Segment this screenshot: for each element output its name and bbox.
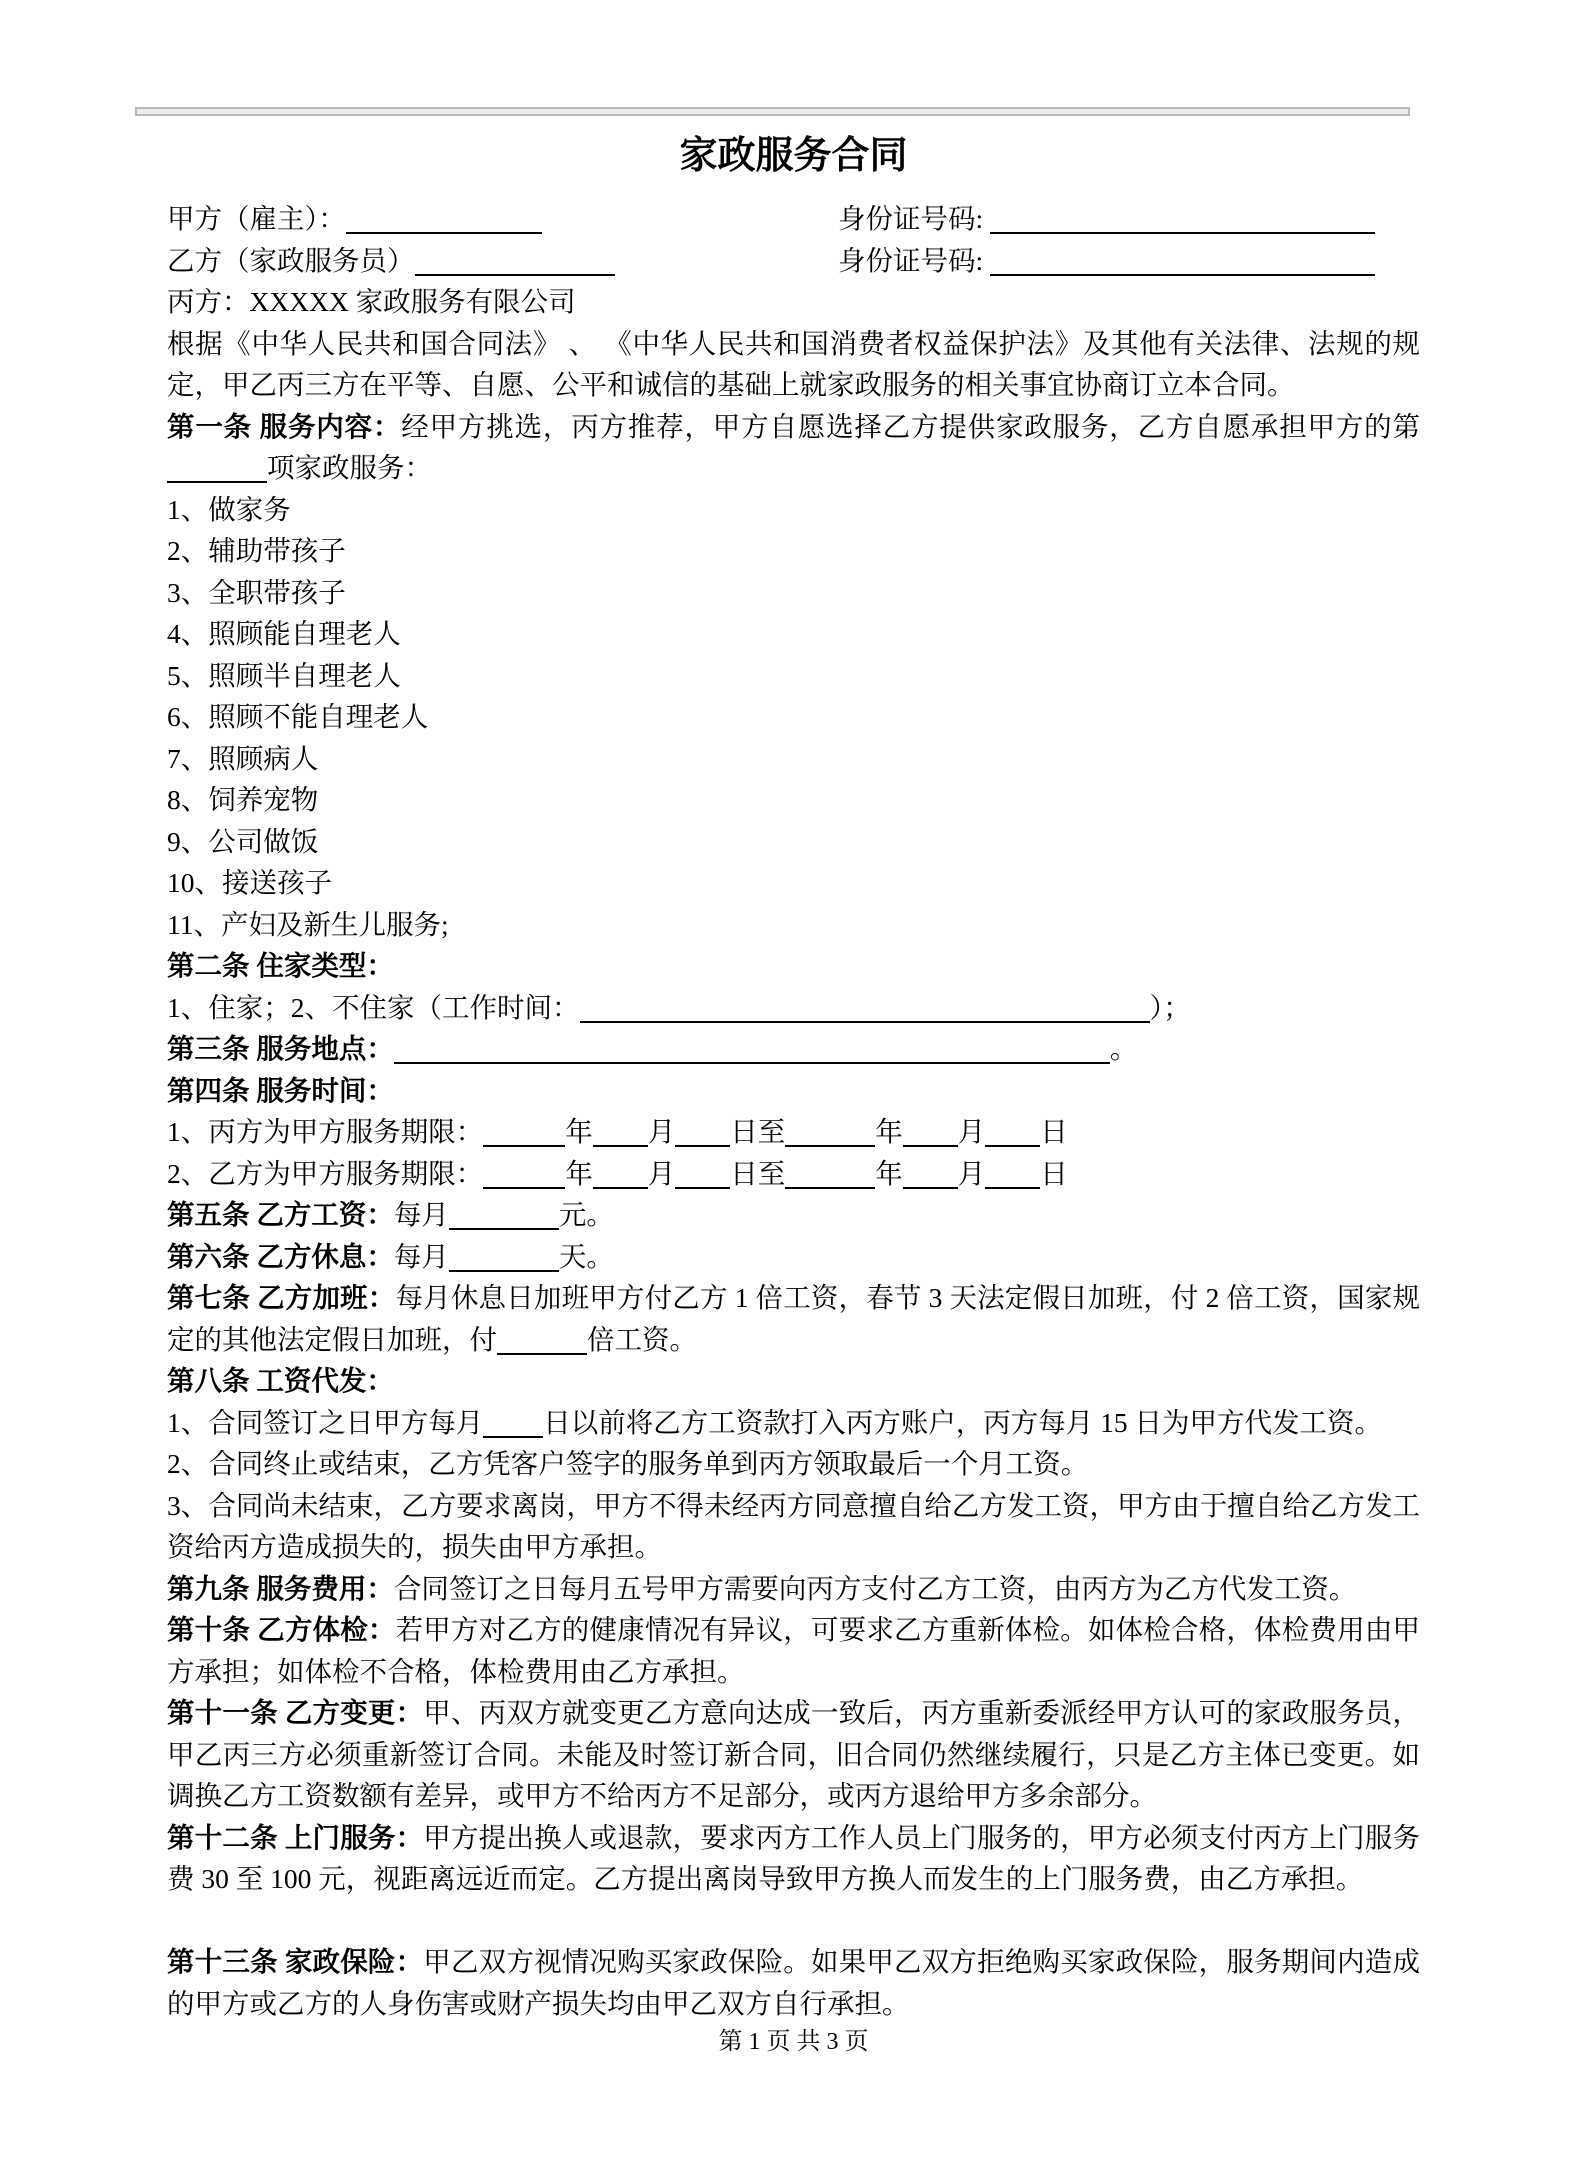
text-run: 每月	[393, 1240, 449, 1272]
text-run: 合同签订之日每月五号甲方需要向丙方支付乙方工资，由丙方为乙方代发工资。	[393, 1572, 1357, 1604]
service-item-5	[167, 655, 1420, 697]
clause-heading: 第十一条 乙方变更：	[167, 1697, 424, 1728]
text-run: ）；	[1149, 991, 1191, 1023]
text-run: 1、住家；2、不住家（工作时间：	[167, 991, 580, 1023]
blank-field	[675, 1158, 730, 1189]
text-run: 身份证号码:	[838, 244, 991, 276]
document-title: 家政服务合同	[679, 135, 908, 177]
blank-field	[903, 1158, 958, 1189]
service-item-10	[167, 862, 1420, 904]
text-run: 丙方：XXXXX 家政服务有限公司	[167, 286, 576, 317]
blank-field	[990, 245, 1375, 276]
text-run: 天。	[558, 1240, 614, 1272]
party-a-line-id-number	[838, 198, 1375, 240]
text-run: 年	[875, 1157, 903, 1189]
blank-field	[785, 1116, 875, 1147]
service-item-4	[167, 613, 1420, 655]
clause-5-salary	[167, 1194, 1420, 1236]
text-run: 倍工资。	[587, 1323, 697, 1355]
text-run: 2、辅助带孩子	[167, 535, 346, 566]
clause-4-item-2	[167, 1153, 1420, 1195]
text-run: 1、丙方为甲方服务期限：	[167, 1116, 484, 1147]
text-run: 根据《中华人民共和国合同法》 、 《中华人民共和国消费者权益保护法》及其他有关法律、法规的规定，甲乙丙三方在平等、自愿、公平和诚信的基础上就家政服务的相关事宜协商订立本合同。	[167, 327, 1420, 400]
service-item-7	[167, 738, 1420, 780]
text-run: 身份证号码:	[838, 203, 991, 234]
service-item-11	[167, 904, 1420, 946]
paragraph-list	[167, 198, 1420, 2024]
text-run: 日至	[730, 1157, 786, 1189]
blank-field	[675, 1116, 730, 1147]
clause-8-item-3	[167, 1485, 1420, 1568]
text-run: 11、产妇及新生儿服务;	[167, 908, 449, 940]
text-run: 经甲方挑选，丙方推荐，甲方自愿选择乙方提供家政服务，乙方自愿承担甲方的第	[401, 410, 1420, 442]
clause-heading: 第九条 服务费用：	[167, 1572, 394, 1604]
text-run: 1、做家务	[167, 493, 291, 525]
text-run: 每月	[393, 1199, 449, 1230]
clause-11-party-b-change	[167, 1692, 1420, 1817]
text-run: 元。	[558, 1199, 614, 1230]
clause-heading: 第一条 服务内容：	[167, 410, 402, 442]
text-run: 甲方（雇主）：	[167, 203, 346, 234]
clause-13-insurance	[167, 1941, 1420, 2024]
blank-field	[346, 203, 542, 234]
blank-field	[593, 1158, 648, 1189]
blank-field	[593, 1116, 648, 1147]
text-run: 每月休息日加班甲方付乙方 1 倍工资，春节 3 天法定假日加班，付 2 倍工资，国家规定的其他法定假日加班，付	[167, 1282, 1421, 1355]
text-run: 甲乙双方视情况购买家政保险。如果甲乙双方拒绝购买家政保险，服务期间内造成的甲方或乙方的人身伤害或财产损失均由甲乙双方自行承担。	[167, 1946, 1421, 2019]
clause-2-residence-type	[167, 945, 1420, 987]
party-a-line	[167, 198, 1420, 240]
clause-heading: 第十条 乙方体检：	[167, 1614, 396, 1645]
text-run: 9、公司做饭	[167, 825, 319, 857]
clause-1-service-content	[167, 406, 1420, 489]
clause-heading: 第六条 乙方休息：	[167, 1240, 394, 1272]
text-run: 若甲方对乙方的健康情况有异议，可要求乙方重新体检。如体检合格，体检费用由甲方承担；如体检不合格，体检费用由乙方承担。	[167, 1614, 1421, 1687]
clause-4-service-time	[167, 1070, 1420, 1112]
blank-field	[167, 452, 267, 483]
service-item-6	[167, 696, 1420, 738]
blank-field	[985, 1158, 1040, 1189]
text-run: 年	[565, 1157, 593, 1189]
clause-3-service-place	[167, 1028, 1420, 1070]
text-run: 日	[1040, 1116, 1068, 1147]
text-run: 日	[1040, 1157, 1068, 1189]
blank-field	[903, 1116, 958, 1147]
text-run: 月	[957, 1157, 986, 1189]
text-run: 10、接送孩子	[167, 867, 332, 898]
service-item-1	[167, 489, 1420, 531]
text-run: 。	[1109, 1033, 1138, 1064]
clause-6-rest	[167, 1236, 1420, 1278]
clause-8-item-2	[167, 1443, 1420, 1485]
text-run: 4、照顾能自理老人	[167, 618, 401, 649]
blank-field	[483, 1116, 565, 1147]
text-run: 日至	[730, 1116, 786, 1147]
clause-heading: 第二条 住家类型：	[167, 950, 394, 981]
clause-heading: 第十三条 家政保险：	[167, 1946, 424, 1977]
blank-field	[449, 1241, 559, 1272]
preamble	[167, 323, 1420, 406]
text-run: 日以前将乙方工资款打入丙方账户，丙方每月 15 日为甲方代发工资。	[543, 1406, 1382, 1438]
text-run: 年	[565, 1116, 593, 1147]
clause-heading: 第八条 工资代发：	[167, 1365, 394, 1396]
document-body	[167, 130, 1420, 2024]
text-run: 项家政服务：	[267, 452, 432, 483]
blank-field	[985, 1116, 1040, 1147]
service-item-2	[167, 530, 1420, 572]
clause-heading: 第四条 服务时间：	[167, 1074, 394, 1106]
party-b-line	[167, 240, 1420, 282]
text-run: 3、合同尚未结束，乙方要求离岗，甲方不得未经丙方同意擅自给乙方发工资，甲方由于擅自给乙方发工资给丙方造成损失的，损失由甲方承担。	[167, 1489, 1420, 1562]
party-c-line	[167, 281, 1420, 323]
service-item-8	[167, 779, 1420, 821]
blank-field	[483, 1158, 565, 1189]
header-divider	[135, 107, 1410, 116]
text-run: 2、乙方为甲方服务期限：	[167, 1157, 484, 1189]
clause-heading: 第十二条 上门服务：	[167, 1821, 424, 1853]
service-item-9	[167, 821, 1420, 863]
text-run: 1、合同签订之日甲方每月	[167, 1406, 484, 1438]
clause-12-door-service	[167, 1817, 1420, 1900]
clause-10-physical-exam	[167, 1609, 1420, 1692]
clause-8-salary-payment	[167, 1360, 1420, 1402]
clause-2-options	[167, 987, 1420, 1029]
blank-field	[483, 1407, 543, 1438]
text-run: 甲方提出换人或退款，要求丙方工作人员上门服务的，甲方必须支付丙方上门服务费 30 至 100 元，视距离远近而定。乙方提出离岗导致甲方换人而发生的上门服务费，由乙方承担。	[167, 1821, 1421, 1894]
text-run: 月	[647, 1116, 676, 1147]
blank-field	[449, 1199, 559, 1230]
blank-field	[497, 1324, 587, 1355]
party-b-line-id-number	[838, 240, 1375, 282]
blank-field	[415, 245, 615, 276]
text-run: 月	[957, 1116, 986, 1147]
clause-9-service-fee	[167, 1568, 1420, 1610]
page-number-footer: 第 1 页 共 3 页	[718, 2029, 869, 2055]
blank-field	[990, 203, 1375, 234]
text-run: 月	[647, 1157, 676, 1189]
text-run: 3、全职带孩子	[167, 576, 346, 608]
clause-heading: 第七条 乙方加班：	[167, 1282, 396, 1313]
blank-field	[785, 1158, 875, 1189]
text-run: 5、照顾半自理老人	[167, 659, 401, 691]
blank-field	[580, 992, 1150, 1023]
blank-field	[394, 1033, 1110, 1064]
clause-heading: 第五条 乙方工资：	[167, 1199, 394, 1230]
text-run: 6、照顾不能自理老人	[167, 701, 429, 732]
text-run: 甲、丙双方就变更乙方意向达成一致后，丙方重新委派经甲方认可的家政服务员，甲乙丙三方必须重新签订合同。未能及时签订新合同，旧合同仍然继续履行，只是乙方主体已变更。如调换乙方工资数额有差异，或甲方不给丙方不足部分，或丙方退给甲方多余部分。	[167, 1697, 1421, 1811]
clause-8-item-1	[167, 1402, 1420, 1444]
text-run: 8、饲养宠物	[167, 784, 319, 815]
clause-7-overtime	[167, 1277, 1420, 1360]
clause-heading: 第三条 服务地点：	[167, 1033, 394, 1064]
service-item-3	[167, 572, 1420, 614]
text-run: 2、合同终止或结束，乙方凭客户签字的服务单到丙方领取最后一个月工资。	[167, 1448, 1089, 1479]
clause-4-item-1	[167, 1111, 1420, 1153]
text-run: 7、照顾病人	[167, 742, 319, 774]
text-run: 乙方（家政服务员）	[167, 244, 415, 276]
text-run: 年	[875, 1116, 903, 1147]
